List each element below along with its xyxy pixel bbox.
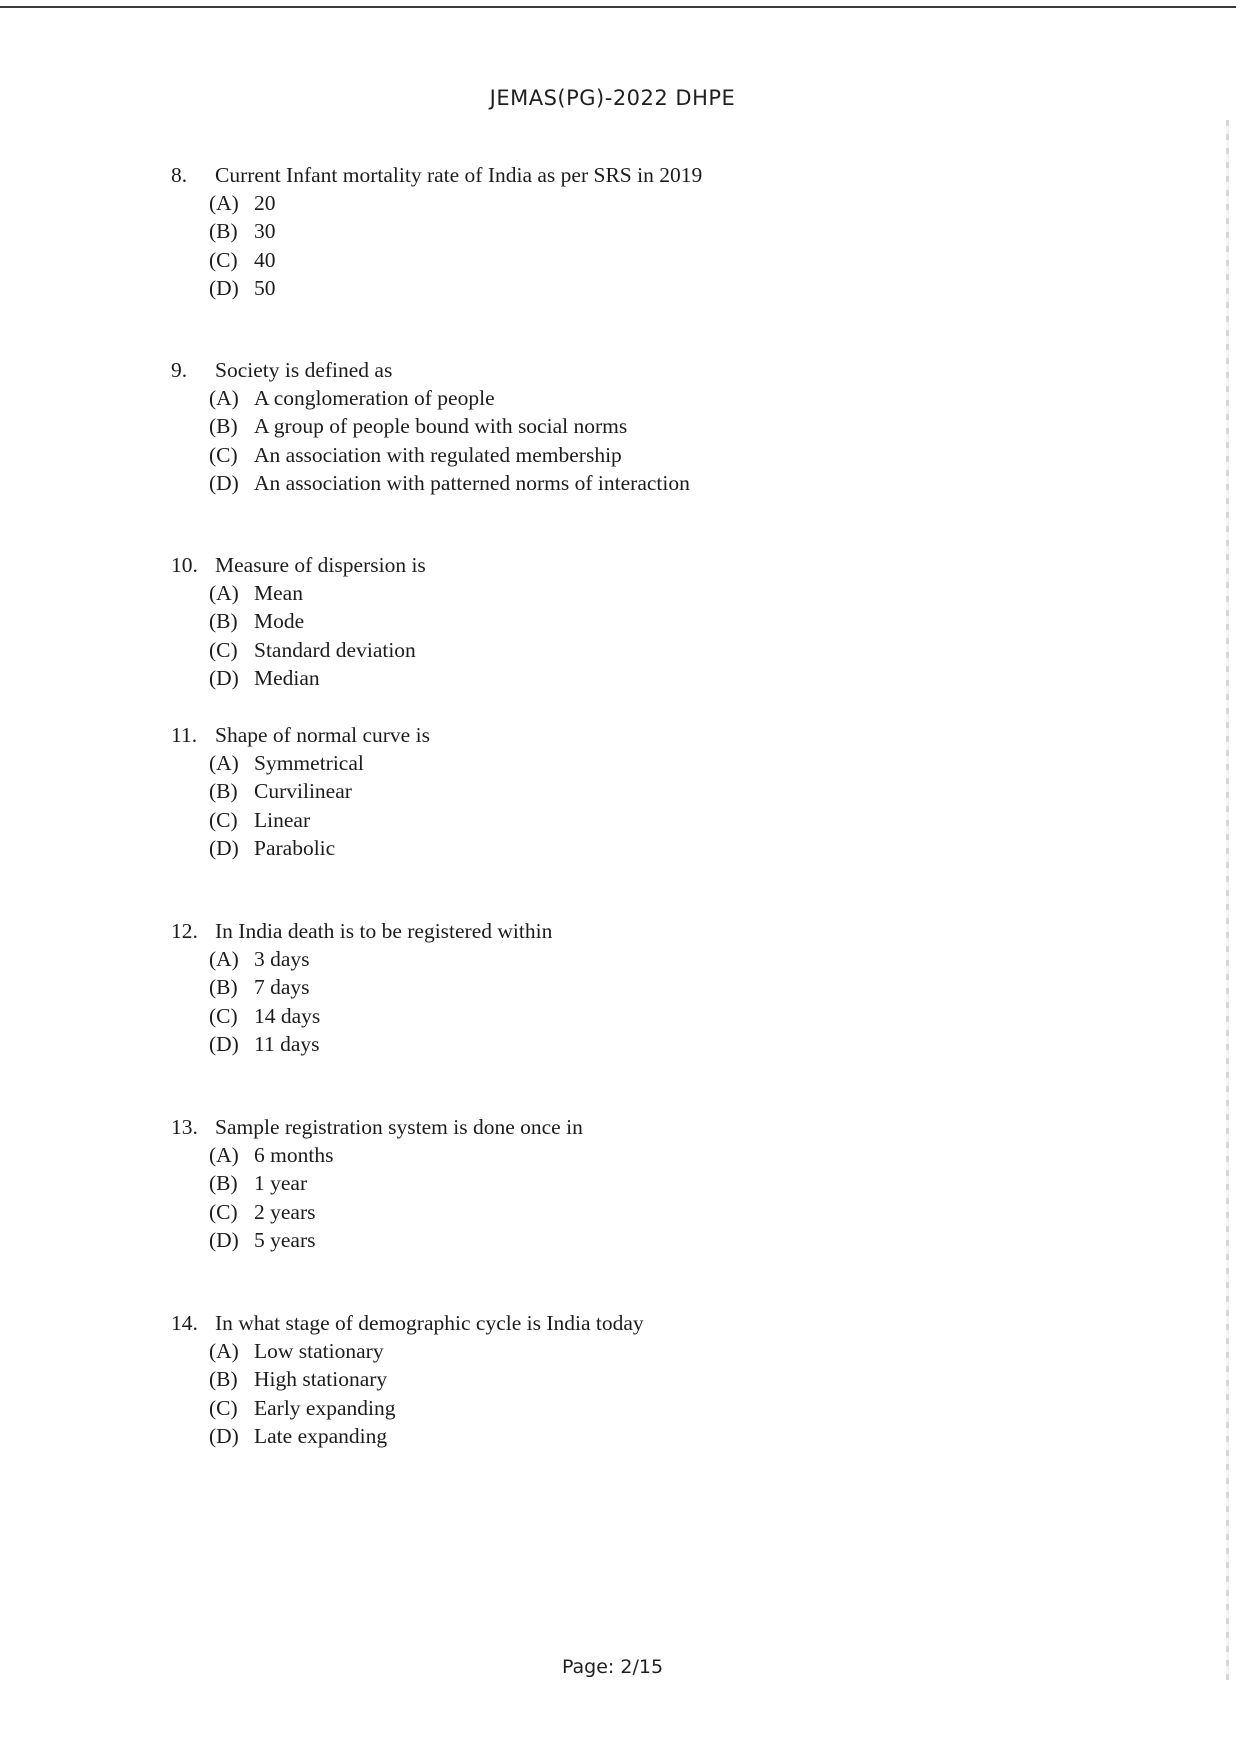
option-letter: (B) [209, 414, 238, 439]
option-letter: (D) [209, 1423, 239, 1448]
option-text: 5 years [254, 1227, 316, 1252]
scan-edge-marks [1226, 120, 1229, 1680]
option-c [209, 246, 1071, 274]
option-letter: (D) [209, 1227, 239, 1252]
option-text: 7 days [254, 975, 310, 1000]
question-stem [171, 721, 1071, 749]
option-text: Standard deviation [254, 637, 416, 662]
option-b [209, 1365, 1071, 1393]
option-text: High stationary [254, 1367, 388, 1392]
option-text: 3 days [254, 947, 310, 971]
option-letter: (D) [209, 275, 239, 300]
option-letter: (A) [209, 1339, 239, 1363]
option-letter: (A) [209, 751, 239, 775]
option-text: Linear [254, 807, 311, 832]
option-a [209, 189, 1071, 217]
question-stem [171, 551, 1071, 579]
option-letter: (A) [209, 581, 239, 605]
question-number: 12. [171, 919, 198, 943]
option-c [209, 441, 1071, 469]
option-b [209, 1169, 1071, 1197]
page-number: Page: 2/15 [561, 1656, 664, 1678]
option-letter: (C) [209, 247, 238, 272]
option-text: Early expanding [254, 1395, 396, 1420]
option-text: Symmetrical [254, 751, 364, 775]
question-text: Shape of normal curve is [215, 723, 430, 747]
option-d [209, 1422, 1071, 1450]
question-8 [171, 161, 1071, 302]
option-letter: (A) [209, 386, 239, 410]
option-text: 6 months [254, 1143, 334, 1167]
option-b [209, 777, 1071, 805]
option-letter: (D) [209, 665, 239, 690]
question-text: Measure of dispersion is [215, 553, 426, 577]
option-c [209, 1394, 1071, 1422]
option-text: 40 [254, 247, 276, 272]
option-letter: (B) [209, 779, 238, 804]
option-c [209, 636, 1071, 664]
question-9 [171, 356, 1071, 497]
question-stem [171, 1309, 1071, 1337]
option-letter: (A) [209, 947, 239, 971]
option-letter: (D) [209, 470, 239, 495]
option-c [209, 1198, 1071, 1226]
option-letter: (B) [209, 1367, 238, 1392]
question-text: Current Infant mortality rate of India as per SRS in 2019 [215, 163, 703, 187]
option-d [209, 274, 1071, 302]
option-d [209, 664, 1071, 692]
question-12 [171, 917, 1071, 1058]
question-number: 10. [171, 553, 198, 577]
question-14 [171, 1309, 1071, 1450]
question-stem [171, 1113, 1071, 1141]
option-d [209, 1030, 1071, 1058]
option-text: Parabolic [254, 835, 336, 860]
question-stem [171, 917, 1071, 945]
option-d [209, 469, 1071, 497]
option-text: Low stationary [254, 1339, 384, 1363]
question-stem [171, 161, 1071, 189]
option-c [209, 806, 1071, 834]
option-text: 1 year [254, 1171, 308, 1196]
option-b [209, 607, 1071, 635]
option-c [209, 1002, 1071, 1030]
option-b [209, 217, 1071, 245]
option-text: Late expanding [254, 1423, 388, 1448]
option-letter: (C) [209, 442, 238, 467]
option-text: 30 [254, 219, 276, 244]
question-number: 14. [171, 1311, 198, 1335]
option-letter: (B) [209, 1171, 238, 1196]
question-number: 9. [171, 358, 188, 382]
option-letter: (A) [209, 191, 239, 215]
option-letter: (C) [209, 1395, 238, 1420]
option-text: 11 days [254, 1031, 320, 1056]
option-a [209, 1337, 1071, 1365]
option-letter: (C) [209, 807, 238, 832]
option-d [209, 834, 1071, 862]
option-a [209, 384, 1071, 412]
option-text: Curvilinear [254, 779, 352, 804]
option-b [209, 412, 1071, 440]
option-b [209, 973, 1071, 1001]
option-a [209, 749, 1071, 777]
option-letter: (C) [209, 1003, 238, 1028]
question-11 [171, 721, 1071, 862]
question-13 [171, 1113, 1071, 1254]
option-text: 50 [254, 275, 276, 300]
question-stem [171, 356, 1071, 384]
option-letter: (B) [209, 975, 238, 1000]
option-text: Median [254, 665, 320, 690]
option-text: Mean [254, 581, 303, 605]
option-text: 2 years [254, 1199, 316, 1224]
question-text: In what stage of demographic cycle is India today [215, 1311, 644, 1335]
option-letter: (D) [209, 1031, 239, 1056]
option-text: A conglomeration of people [254, 386, 495, 410]
question-number: 13. [171, 1115, 198, 1139]
question-text: Sample registration system is done once in [215, 1115, 583, 1139]
question-number: 11. [171, 723, 198, 747]
question-text: In India death is to be registered within [215, 919, 553, 943]
option-text: An association with patterned norms of interaction [254, 470, 690, 495]
option-letter: (B) [209, 609, 238, 634]
option-letter: (B) [209, 219, 238, 244]
question-number: 8. [171, 163, 188, 187]
question-text: Society is defined as [215, 358, 393, 382]
exam-header-title: JEMAS(PG)-2022 DHPE [489, 86, 736, 110]
option-text: An association with regulated membership [254, 442, 622, 467]
option-a [209, 1141, 1071, 1169]
question-10 [171, 551, 1071, 692]
option-letter: (A) [209, 1143, 239, 1167]
option-letter: (C) [209, 1199, 238, 1224]
option-text: Mode [254, 609, 305, 634]
option-text: 14 days [254, 1003, 321, 1028]
option-text: A group of people bound with social norms [254, 414, 628, 439]
option-d [209, 1226, 1071, 1254]
option-text: 20 [254, 191, 276, 215]
option-letter: (D) [209, 835, 239, 860]
option-letter: (C) [209, 637, 238, 662]
option-a [209, 945, 1071, 973]
top-border-rule [0, 6, 1236, 8]
option-a [209, 579, 1071, 607]
